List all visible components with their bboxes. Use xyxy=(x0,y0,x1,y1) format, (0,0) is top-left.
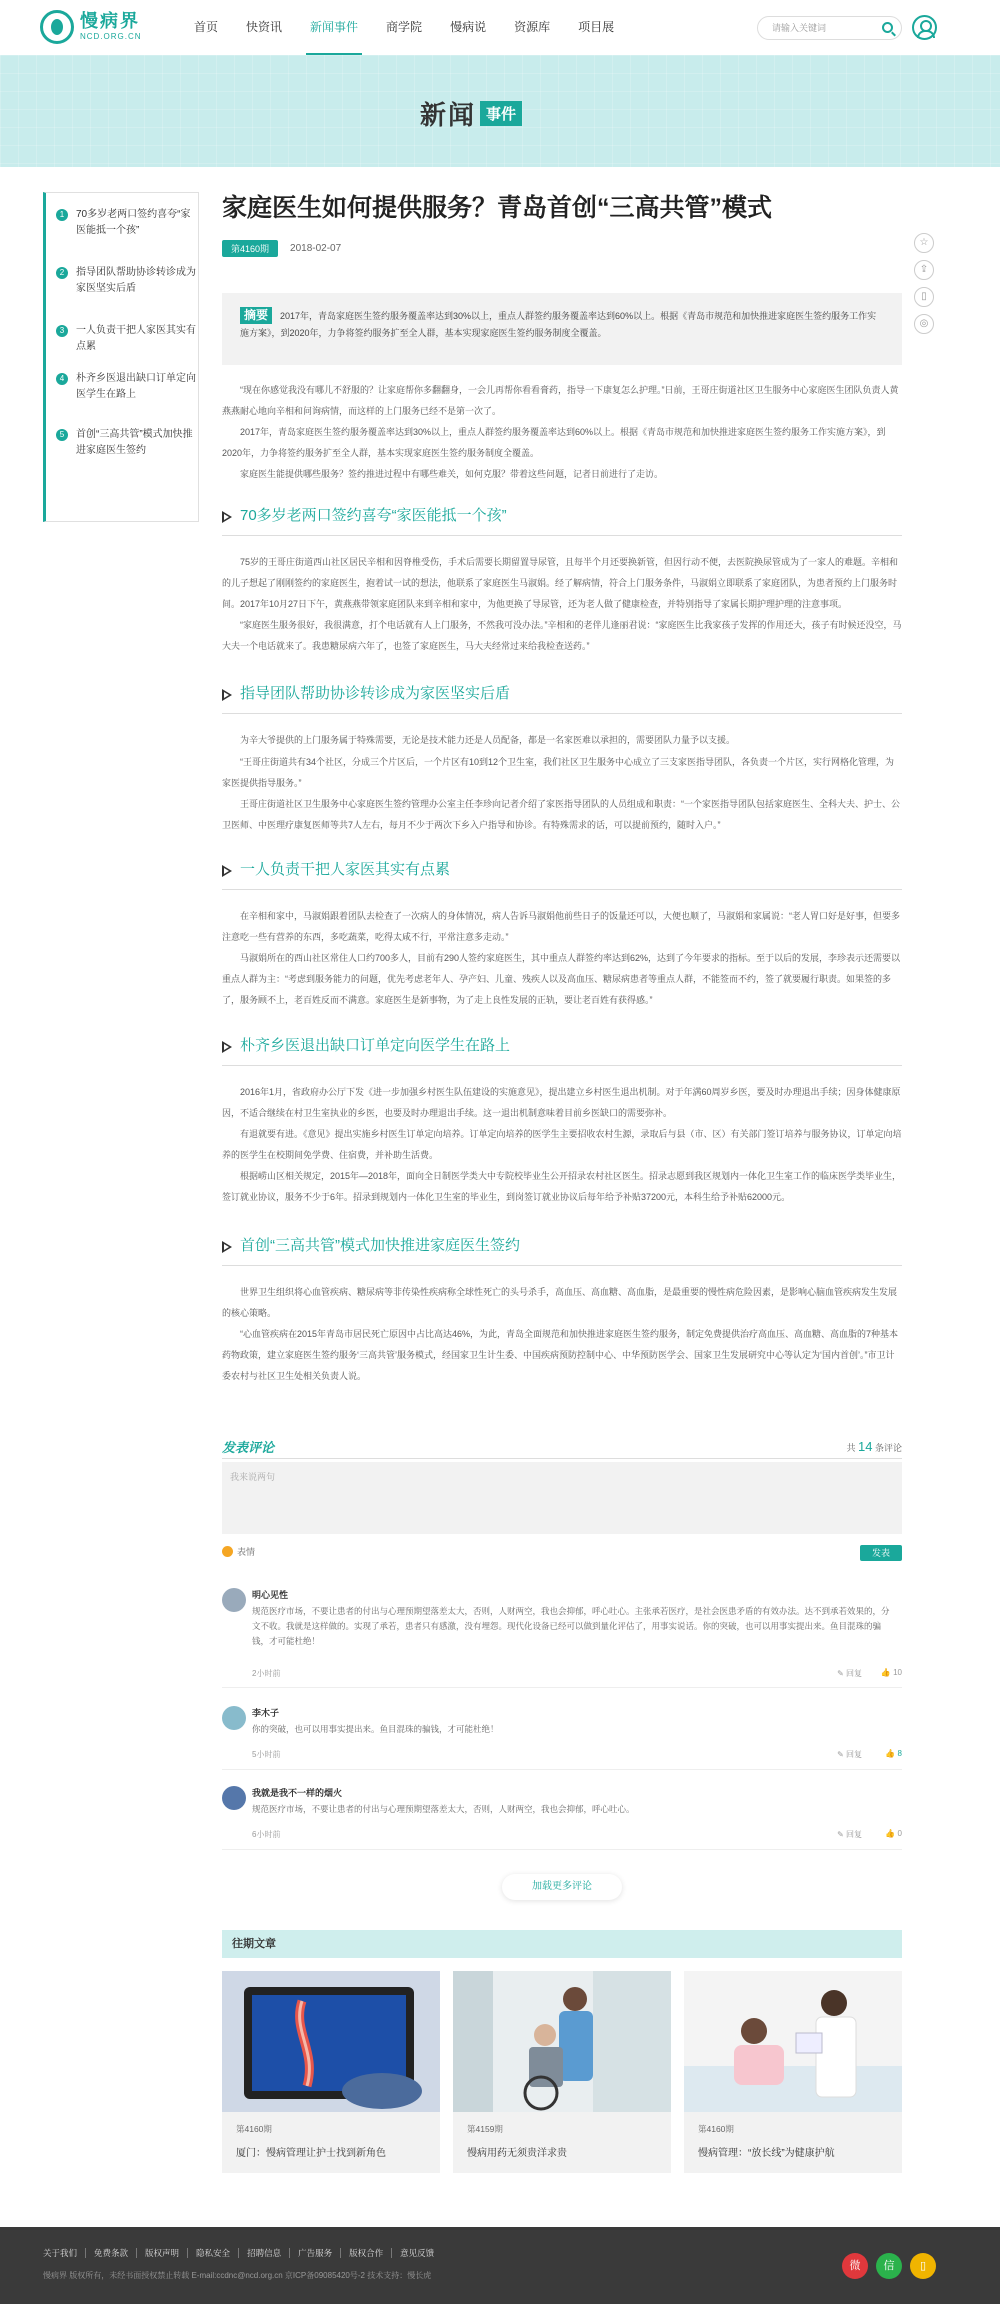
nav-chronic-talk[interactable]: 慢病说 xyxy=(450,20,487,34)
outline-item[interactable] xyxy=(46,265,196,297)
outline-label: 朴齐乡医退出缺口订单定向医学生在路上 xyxy=(76,373,196,400)
section-paragraph: “王哥庄街道共有34个社区，分成三个片区后，一个片区有10到12个卫生室，我们社区卫生服务中心成立了三支家医指导团队，各负责一个片区，实行网格化管理，为家医提供指导服务。” xyxy=(222,757,895,788)
section-paragraph: 2017年10月27日下午，黄燕燕带领家庭团队来到辛相和家中，为他更换了导尿管，还为老人做了健康检查，并特别指导了家属长期护理护理的注意事项。 xyxy=(240,599,848,609)
comment-time: 6小时前 xyxy=(252,1830,281,1839)
outline-num: 2 xyxy=(56,267,68,279)
section-paragraph: 在辛相和家中，马淑娟跟着团队去检查了一次病人的身体情况，病人告诉马淑娟他前些日子的饭量还可以，大便也顺了，马淑娟和家属说：“老人胃口好是好事，但要多注意吃一些有营养的东西，多吃蔬菜，吃得太咸不行，平常注意多走动。” xyxy=(222,911,901,942)
triangle-icon xyxy=(222,689,232,701)
wechat-icon[interactable]: 信 xyxy=(876,2253,902,2279)
weibo-icon[interactable]: 微 xyxy=(842,2253,868,2279)
section-paragraph: 75岁的王哥庄街道西山社区居民辛相和因脊椎受伤，手术后需要长期留置导尿管，且每半个月还要换新管，但因行动不便，去医院换尿管成为了一家人的难题。辛相和的儿子想起了刚刚签约的家庭医生，抱着试一试的想法，他联系了家庭医生马淑娟。经了解病情，符合上门服务条件，马淑娟立即联系了家庭团队，为患者预约上门服务时间。 xyxy=(222,557,899,609)
reply-button[interactable]: ✎ 回复 xyxy=(837,1669,862,1678)
submit-comment-button[interactable]: 发表 xyxy=(860,1545,902,1561)
article-outline xyxy=(43,192,199,522)
like-button[interactable]: 👍 0 xyxy=(885,1829,902,1838)
article-thumbnail[interactable] xyxy=(453,1971,671,2112)
emoji-button[interactable]: 表情 xyxy=(222,1545,255,1558)
past-articles-heading: 往期文章 xyxy=(222,1930,902,1958)
intro-paragraph: 家庭医生能提供哪些服务？签约推进过程中有哪些难关，如何克服？带着这些问题，记者日前进行了走访。 xyxy=(240,469,664,479)
footer-link-about[interactable]: 关于我们 xyxy=(43,2248,78,2258)
card-issue: 第4160期 xyxy=(698,2124,734,2134)
section-banner xyxy=(0,55,1000,167)
reply-button[interactable]: ✎ 回复 xyxy=(837,1830,862,1839)
load-more-comments-button[interactable]: 加载更多评论 xyxy=(502,1874,622,1900)
section-paragraph: “家庭医生服务很好，我很满意，打个电话就有人上门服务，不然我可没办法。”辛相和的老伴儿逢丽君说：“家庭医生比我家孩子发挥的作用还大，孩子有时候还没空，马大夫一个电话就来了。我患糖尿病六年了，也签了家庭医生，马大夫经常过来给我检查送药。” xyxy=(222,620,902,651)
outline-label: 70多岁老两口签约喜夸“家医能抵一个孩” xyxy=(76,209,191,236)
outline-label: 首创“三高共管”模式加快推进家庭医生签约 xyxy=(76,429,193,456)
card-issue: 第4160期 xyxy=(236,2124,272,2134)
outline-num: 3 xyxy=(56,325,68,337)
intro-paragraph: “现在你感觉我没有哪儿不舒服的？让家庭帮你多翻翻身，一会儿再帮你看看膏药，指导一下康复怎么护理。”日前，王哥庄街道社区卫生服务中心家庭医生团队负责人黄燕燕耐心地向辛相和问询病情，而这样的上门服务已经不是第一次了。 xyxy=(222,385,899,416)
share-icon[interactable]: ⇪ xyxy=(914,260,934,280)
nav-quick-news[interactable]: 快资讯 xyxy=(246,20,283,34)
footer-link-privacy[interactable]: 隐私安全 xyxy=(187,2248,238,2258)
section-heading xyxy=(222,860,902,890)
section-paragraph: “心血管疾病在2015年青岛市居民死亡原因中占比高达46%，为此，青岛全面规范和加快推进家庭医生签约服务，制定免费提供治疗高血压、高血糖、高血脂的7种基本药物政策，建立家庭医生签约服务‘三高共管’服务模式，经国家卫生计生委、中国疾病预防控制中心、中华预防医学会、国家卫生发展研究中心等认定为‘国内首创’。”市卫计委农村与社区卫生处相关负责人说。 xyxy=(222,1329,899,1381)
avatar[interactable] xyxy=(222,1786,246,1810)
triangle-icon xyxy=(222,1241,232,1253)
footer-link-copyright[interactable]: 版权声明 xyxy=(136,2248,187,2258)
footer-link-jobs[interactable]: 招聘信息 xyxy=(238,2248,289,2258)
nav-news-events[interactable]: 新闻事件 xyxy=(296,0,372,55)
comment-item xyxy=(222,1706,902,1770)
user-icon[interactable] xyxy=(912,15,937,40)
like-button[interactable]: 👍 10 xyxy=(880,1668,902,1677)
footer-link-ads[interactable]: 广告服务 xyxy=(289,2248,340,2258)
summary-text: 2017年，青岛家庭医生签约服务覆盖率达到30%以上，重点人群签约服务覆盖率达到60%以上。根据《青岛市规范和加快推进家庭医生签约服务工作实施方案》，到2020年，力争将签约服务扩至全人群，基本实现家庭医生签约服务制度全覆盖。 xyxy=(240,311,877,338)
logo-en: NCD.ORG.CN xyxy=(80,32,142,41)
section-heading xyxy=(222,1036,902,1066)
section-title: 朴齐乡医退出缺口订单定向医学生在路上 xyxy=(240,1037,511,1054)
card-title[interactable]: 厦门：慢病管理让护士找到新角色 xyxy=(236,2148,386,2159)
section-title: 指导团队帮助协诊转诊成为家医坚实后盾 xyxy=(240,685,511,702)
comment-textarea[interactable] xyxy=(222,1462,902,1534)
past-article-card[interactable] xyxy=(453,1971,671,2173)
past-article-card[interactable] xyxy=(222,1971,440,2173)
avatar[interactable] xyxy=(222,1588,246,1612)
section-heading xyxy=(222,1236,902,1266)
comment-text: 你的突破，也可以用事实提出来。鱼目混珠的骗钱，才可能杜绝！ xyxy=(252,1724,499,1734)
section-heading xyxy=(222,684,902,714)
logo-text xyxy=(80,12,142,42)
section-heading xyxy=(222,506,902,536)
weibo-icon[interactable]: ◎ xyxy=(914,314,934,334)
section-title: 70多岁老两口签约喜夸“家医能抵一个孩” xyxy=(240,507,507,524)
outline-num: 5 xyxy=(56,429,68,441)
summary-tag: 摘要 xyxy=(240,307,272,324)
comment-text: 规范医疗市场，不要让患者的付出与心理预期望落差太大，否则，人财两空，我也会抑郁，呼心吐心。主张承若医疗，是社会医患矛盾的有效办法。达不到承若效果的，分文不收。我就是这样做的。实现了承若，患者只有感激，没有埋怨。现代化设备已经可以做到量化评估了，用事实说话。你的突破，也可以用事实提出来。鱼目混珠的骗钱，才可能杜绝！ xyxy=(252,1606,890,1646)
outline-item[interactable] xyxy=(46,323,196,355)
search-icon[interactable] xyxy=(882,22,893,33)
outline-num: 1 xyxy=(56,209,68,221)
outline-item[interactable] xyxy=(46,427,196,459)
emoji-icon xyxy=(222,1546,233,1557)
search-input[interactable] xyxy=(757,16,902,40)
comment-item xyxy=(222,1786,902,1850)
card-issue: 第4159期 xyxy=(467,2124,503,2134)
comment-item xyxy=(222,1588,902,1688)
article-meta xyxy=(222,240,341,257)
comments-label: 发表评论 xyxy=(222,1440,275,1455)
comments-count: 共 14 条评论 xyxy=(846,1439,902,1454)
section-title: 一人负责干把人家医其实有点累 xyxy=(240,861,451,878)
nav-resources[interactable]: 资源库 xyxy=(514,20,551,34)
outline-item[interactable] xyxy=(46,371,196,403)
section-paragraph: 王哥庄街道社区卫生服务中心家庭医生签约管理办公室主任李珍向记者介绍了家医指导团队的人员组成和职责：“一个家医指导团队包括家庭医生、全科大夫、护士、公卫医师、中医理疗康复医师等共7人左右，每月不少于两次下乡入户指导和协诊。有特殊需求的话，可以提前预约，随时入户。” xyxy=(222,799,901,830)
nav-business-school[interactable]: 商学院 xyxy=(386,20,423,34)
footer-links xyxy=(43,2248,442,2258)
main-nav xyxy=(180,0,628,55)
article-thumbnail[interactable] xyxy=(684,1971,902,2112)
outline-label: 一人负责干把人家医其实有点累 xyxy=(76,325,196,352)
comment-author[interactable]: 李木子 xyxy=(252,1708,280,1718)
nav-projects[interactable]: 项目展 xyxy=(578,20,615,34)
triangle-icon xyxy=(222,1041,232,1053)
intro-paragraph: 2017年，青岛家庭医生签约服务覆盖率达到30%以上，重点人群签约服务覆盖率达到60%以上。根据《青岛市规范和加快推进家庭医生签约服务工作实施方案》，到2020年，力争将签约服务扩至全人群，基本实现家庭医生签约服务制度全覆盖。 xyxy=(222,427,886,458)
outline-num: 4 xyxy=(56,373,68,385)
section-paragraph: 根据崂山区相关规定，2015年—2018年，面向全日制医学类大中专院校毕业生公开招录农村社区医生。招录志愿到我区规划内一体化卫生室工作的临床医学类毕业生，签订就业协议，服务不少于6年。招录到规划内一体化卫生室的毕业生，到岗签订就业协议后每年给予补贴37200元，本科生给予补贴62000元。 xyxy=(222,1171,902,1202)
outline-label: 指导团队帮助协诊转诊成为家医坚实后盾 xyxy=(76,267,196,294)
site-header xyxy=(0,0,1000,55)
section-paragraph: 世界卫生组织将心血管疾病、糖尿病等非传染性疾病称全球性死亡的头号杀手，高血压、高血糖、高血脂，是最重要的慢性病危险因素，是影响心脑血管疾病发生发展的核心策略。 xyxy=(222,1287,898,1318)
footer-copyright: 慢病界 版权所有，未经书面授权禁止转载 E-mail:ccdnc@ncd.org.cn 京ICP备09085420号-2 技术支持：慢长虎 xyxy=(43,2271,432,2280)
search-placeholder: 请输入关键词 xyxy=(772,23,827,33)
reply-button[interactable]: ✎ 回复 xyxy=(837,1750,862,1759)
comment-author[interactable]: 明心见性 xyxy=(252,1590,289,1600)
article-summary xyxy=(222,293,902,365)
comment-text: 规范医疗市场，不要让患者的付出与心理预期望落差太大，否则，人财两空，我也会抑郁，呼心吐心。 xyxy=(252,1804,635,1814)
star-icon[interactable]: ☆ xyxy=(914,233,934,253)
comments-header xyxy=(222,1437,902,1459)
avatar[interactable] xyxy=(222,1706,246,1730)
logo-cn: 慢病界 xyxy=(80,11,140,32)
logo-icon xyxy=(40,10,74,44)
section-paragraph: 马淑娟所在的西山社区常住人口约700多人，目前有290人签约家庭医生，其中重点人群签约率达到62%，达到了今年要求的指标。至于以后的发展，李珍表示还需要以重点人群为主：“考虑到服务能力的问题，优先考虑老年人、孕产妇、儿童、残疾人以及高血压、糖尿病患者等重点人群，不能签而不约，签了就要履行职责。如果签的多了，服务顾不上，老百姓反而不满意。家庭医生是新事物，为了走上良性发展的正轨，要让老百姓有获得感。” xyxy=(222,953,901,1005)
footer-link-cooperation[interactable]: 版权合作 xyxy=(340,2248,391,2258)
article-date: 2018-02-07 xyxy=(290,243,342,254)
footer-link-terms[interactable]: 免费条款 xyxy=(85,2248,136,2258)
comment-time: 5小时前 xyxy=(252,1750,281,1759)
comment-time: 2小时前 xyxy=(252,1669,281,1678)
card-title[interactable]: 慢病管理：“放长线”为健康护航 xyxy=(698,2148,835,2159)
phone-icon[interactable]: ▯ xyxy=(910,2253,936,2279)
section-paragraph: 有退就要有进。《意见》提出实施乡村医生订单定向培养。订单定向培养的医学生主要招收农村生源，录取后与县（市、区）有关部门签订培养与服务协议，订单定向培养的医学生在校期间免学费、住宿费，并补助生活费。 xyxy=(222,1129,902,1160)
phone-icon[interactable]: ▯ xyxy=(914,287,934,307)
section-paragraph: 2016年1月，省政府办公厅下发《进一步加强乡村医生队伍建设的实施意见》，提出建立乡村医生退出机制。对于年满60周岁乡医，要及时办理退出手续；因身体健康原因，不适合继续在村卫生室执业的乡医，也要及时办理退出手续。这一退出机制意味着目前乡医缺口的需要弥补。 xyxy=(222,1087,901,1118)
triangle-icon xyxy=(222,865,232,877)
article-thumbnail[interactable] xyxy=(222,1971,440,2112)
section-title: 首创“三高共管”模式加快推进家庭医生签约 xyxy=(240,1237,520,1254)
comment-placeholder: 我来说两句 xyxy=(230,1472,276,1482)
comment-author[interactable]: 我就是我不一样的烟火 xyxy=(252,1788,343,1798)
section-paragraph: 为辛大爷提供的上门服务属于特殊需要，无论是技术能力还是人员配备，都是一名家医难以承担的，需要团队力量予以支援。 xyxy=(240,735,736,745)
issue-badge: 第4160期 xyxy=(222,240,278,257)
footer-link-feedback[interactable]: 意见反馈 xyxy=(391,2248,442,2258)
banner-title: 新闻 xyxy=(420,101,477,131)
outline-item[interactable] xyxy=(46,207,196,239)
banner-tag: 事件 xyxy=(480,101,522,126)
site-logo[interactable] xyxy=(40,8,142,46)
article-title: 家庭医生如何提供服务？青岛首创“三高共管”模式 xyxy=(222,194,773,222)
card-title[interactable]: 慢病用药无须贵洋求贵 xyxy=(467,2148,567,2159)
like-button[interactable]: 👍 8 xyxy=(885,1749,902,1758)
past-article-card[interactable] xyxy=(684,1971,902,2173)
triangle-icon xyxy=(222,511,232,523)
nav-home[interactable]: 首页 xyxy=(194,20,219,34)
